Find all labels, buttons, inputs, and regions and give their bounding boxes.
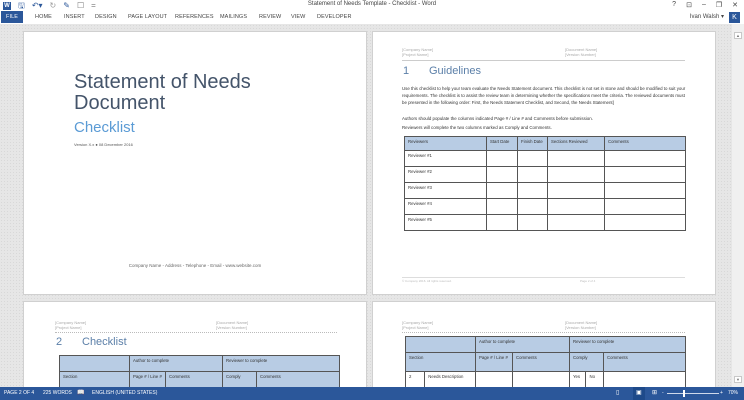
col-comments: Comments — [513, 353, 570, 372]
col-page-line: Page # / Line # — [476, 353, 513, 372]
zoom-slider-thumb[interactable] — [683, 390, 685, 397]
proofing-icon[interactable]: 📖 — [77, 390, 85, 396]
scroll-down-icon[interactable]: ▼ — [734, 376, 742, 383]
header-rule — [402, 60, 685, 61]
customize-qat-icon[interactable]: = — [91, 1, 96, 10]
section-heading: 1 Guidelines — [403, 65, 481, 77]
web-layout-icon[interactable]: ⊞ — [652, 390, 658, 396]
ribbon-tabs — [0, 11, 744, 24]
guidelines-paragraph: Use this checklist to help your team evaluate the Needs Statement document. This checklist is not set in stone and should be modified to suit your requirements. The checklist is to assist the review team in determining whether the specifications meet the criteria. The reviewed documents must be presented in the following order: First, the Needs Statement Checklist, and Second, the Needs Statement] — [402, 86, 686, 105]
word-app-icon[interactable]: W — [4, 2, 10, 9]
page-footer-copyright: © Company 2016. All rights reserved. — [402, 279, 452, 283]
page-footer-number: Page 2 of 4 — [580, 279, 596, 283]
tab-insert[interactable]: INSERT — [64, 14, 85, 20]
table-row: Reviewer #2 — [405, 167, 686, 183]
page-checklist[interactable] — [23, 301, 367, 387]
page-header-right: [Document Name] [Version Number] — [565, 47, 598, 57]
format-painter-icon[interactable]: ✎ — [63, 1, 70, 10]
zoom-level[interactable]: 70% — [728, 390, 739, 396]
authors-paragraph: Authors should populate the columns indicated Page # / Line # and Comments before submission. — [402, 116, 593, 121]
reviewers-table — [404, 136, 686, 231]
user-account-menu[interactable] — [690, 12, 724, 22]
save-icon[interactable]: 🖫 — [18, 1, 25, 10]
minimize-icon[interactable]: – — [701, 1, 706, 8]
tab-design[interactable]: DESIGN — [95, 14, 117, 20]
zoom-out-button[interactable]: - — [662, 390, 664, 396]
avatar[interactable]: K — [729, 12, 740, 23]
col-section: Section — [60, 372, 130, 388]
page-guidelines[interactable] — [372, 31, 716, 295]
page-header-right: [Document Name] [Version Number] — [565, 320, 598, 330]
tab-review[interactable]: REVIEW — [259, 14, 282, 20]
group-author: Author to complete — [476, 337, 570, 353]
vertical-scrollbar[interactable] — [732, 24, 744, 387]
chevron-down-icon: ▾ — [720, 14, 724, 20]
document-subtitle: Checklist — [74, 119, 135, 136]
header-rule — [55, 332, 337, 333]
col-comply: Comply — [570, 353, 604, 372]
window-title: Statement of Needs Template - Checklist - Word — [307, 1, 437, 7]
page-header-left: [Company Name] [Project Name] — [55, 320, 87, 330]
comply-no[interactable]: No — [586, 372, 604, 388]
help-icon[interactable]: ? — [672, 1, 677, 8]
col-sections-reviewed: Sections Reviewed — [548, 137, 605, 151]
checklist-table — [405, 336, 686, 387]
group-reviewer: Reviewer to complete — [570, 337, 686, 353]
col-reviewer-comments: Comments — [257, 372, 340, 388]
section-heading: 2 Checklist — [56, 336, 127, 348]
table-row: Reviewer #3 — [405, 183, 686, 199]
page-header-left: [Company Name] [Project Name] — [402, 320, 434, 330]
col-reviewers: Reviewers — [405, 137, 487, 151]
table-row: Reviewer #1 — [405, 151, 686, 167]
cover-footer: Company Name - Address - Telephone - Email - www.website.com — [128, 263, 262, 268]
table-row: Reviewer #5 — [405, 215, 686, 231]
group-author: Author to complete — [130, 356, 223, 372]
document-title: Statement of Needs Document — [74, 71, 251, 114]
read-mode-icon[interactable]: ▯ — [616, 390, 620, 396]
col-start-date: Start Date — [487, 137, 518, 151]
touch-mode-icon[interactable]: ☐ — [76, 1, 85, 10]
page-count[interactable]: PAGE 2 OF 4 — [4, 390, 35, 396]
row-label[interactable]: Needs Description — [425, 372, 476, 388]
checklist-table — [59, 355, 340, 387]
tab-mailings[interactable]: MAILINGS — [220, 14, 248, 20]
table-row — [406, 372, 686, 388]
close-icon[interactable]: ✕ — [732, 2, 738, 9]
col-comments: Comments — [166, 372, 223, 388]
page-cover[interactable] — [23, 31, 367, 295]
user-name: Ivan Walsh — [689, 14, 720, 20]
tab-view[interactable]: VIEW — [291, 14, 306, 20]
col-section: Section — [406, 353, 476, 372]
page-checklist-continued[interactable] — [372, 301, 716, 387]
zoom-slider[interactable] — [667, 393, 719, 394]
language[interactable]: ENGLISH (UNITED STATES) — [92, 390, 158, 396]
page-header-left: [Company Name] [Project Name] — [402, 47, 434, 57]
table-row: Reviewer #4 — [405, 199, 686, 215]
header-rule — [402, 332, 685, 333]
col-page-line: Page # / Line # — [130, 372, 166, 388]
word-count[interactable]: 225 WORDS — [43, 390, 72, 396]
reviewers-paragraph: Reviewers will complete the two columns marked as Comply and Comments. — [402, 125, 552, 130]
col-reviewer-comments: Comments — [604, 353, 686, 372]
tab-file[interactable]: FILE — [1, 11, 23, 23]
tab-home[interactable]: HOME — [35, 14, 52, 20]
version-date: Version X.x ● 08 December 2016 — [74, 142, 133, 147]
status-bar — [0, 387, 744, 400]
redo-icon[interactable]: ↻ — [49, 1, 57, 10]
restore-icon[interactable]: ❐ — [715, 2, 723, 9]
row-number[interactable]: 2 — [406, 372, 425, 388]
tab-page-layout[interactable]: PAGE LAYOUT — [128, 14, 168, 20]
scroll-up-icon[interactable]: ▲ — [734, 32, 742, 39]
tab-developer[interactable]: DEVELOPER — [317, 14, 352, 20]
document-canvas[interactable] — [0, 24, 732, 387]
col-comments: Comments — [605, 137, 686, 151]
footer-rule — [402, 277, 685, 278]
page-header-right: [Document Name] [Version Number] — [216, 320, 249, 330]
zoom-in-button[interactable]: + — [720, 390, 723, 396]
group-reviewer: Reviewer to complete — [223, 356, 340, 372]
comply-yes[interactable]: Yes — [570, 372, 586, 388]
ribbon-display-options-icon[interactable]: ⊡ — [686, 2, 692, 9]
undo-icon[interactable]: ↶▾ — [31, 1, 43, 10]
col-finish-date: Finish Date — [518, 137, 548, 151]
col-comply: Comply — [223, 372, 257, 388]
tab-references[interactable]: REFERENCES — [175, 14, 214, 20]
print-layout-icon[interactable]: ▣ — [633, 387, 645, 400]
title-bar — [0, 0, 744, 11]
